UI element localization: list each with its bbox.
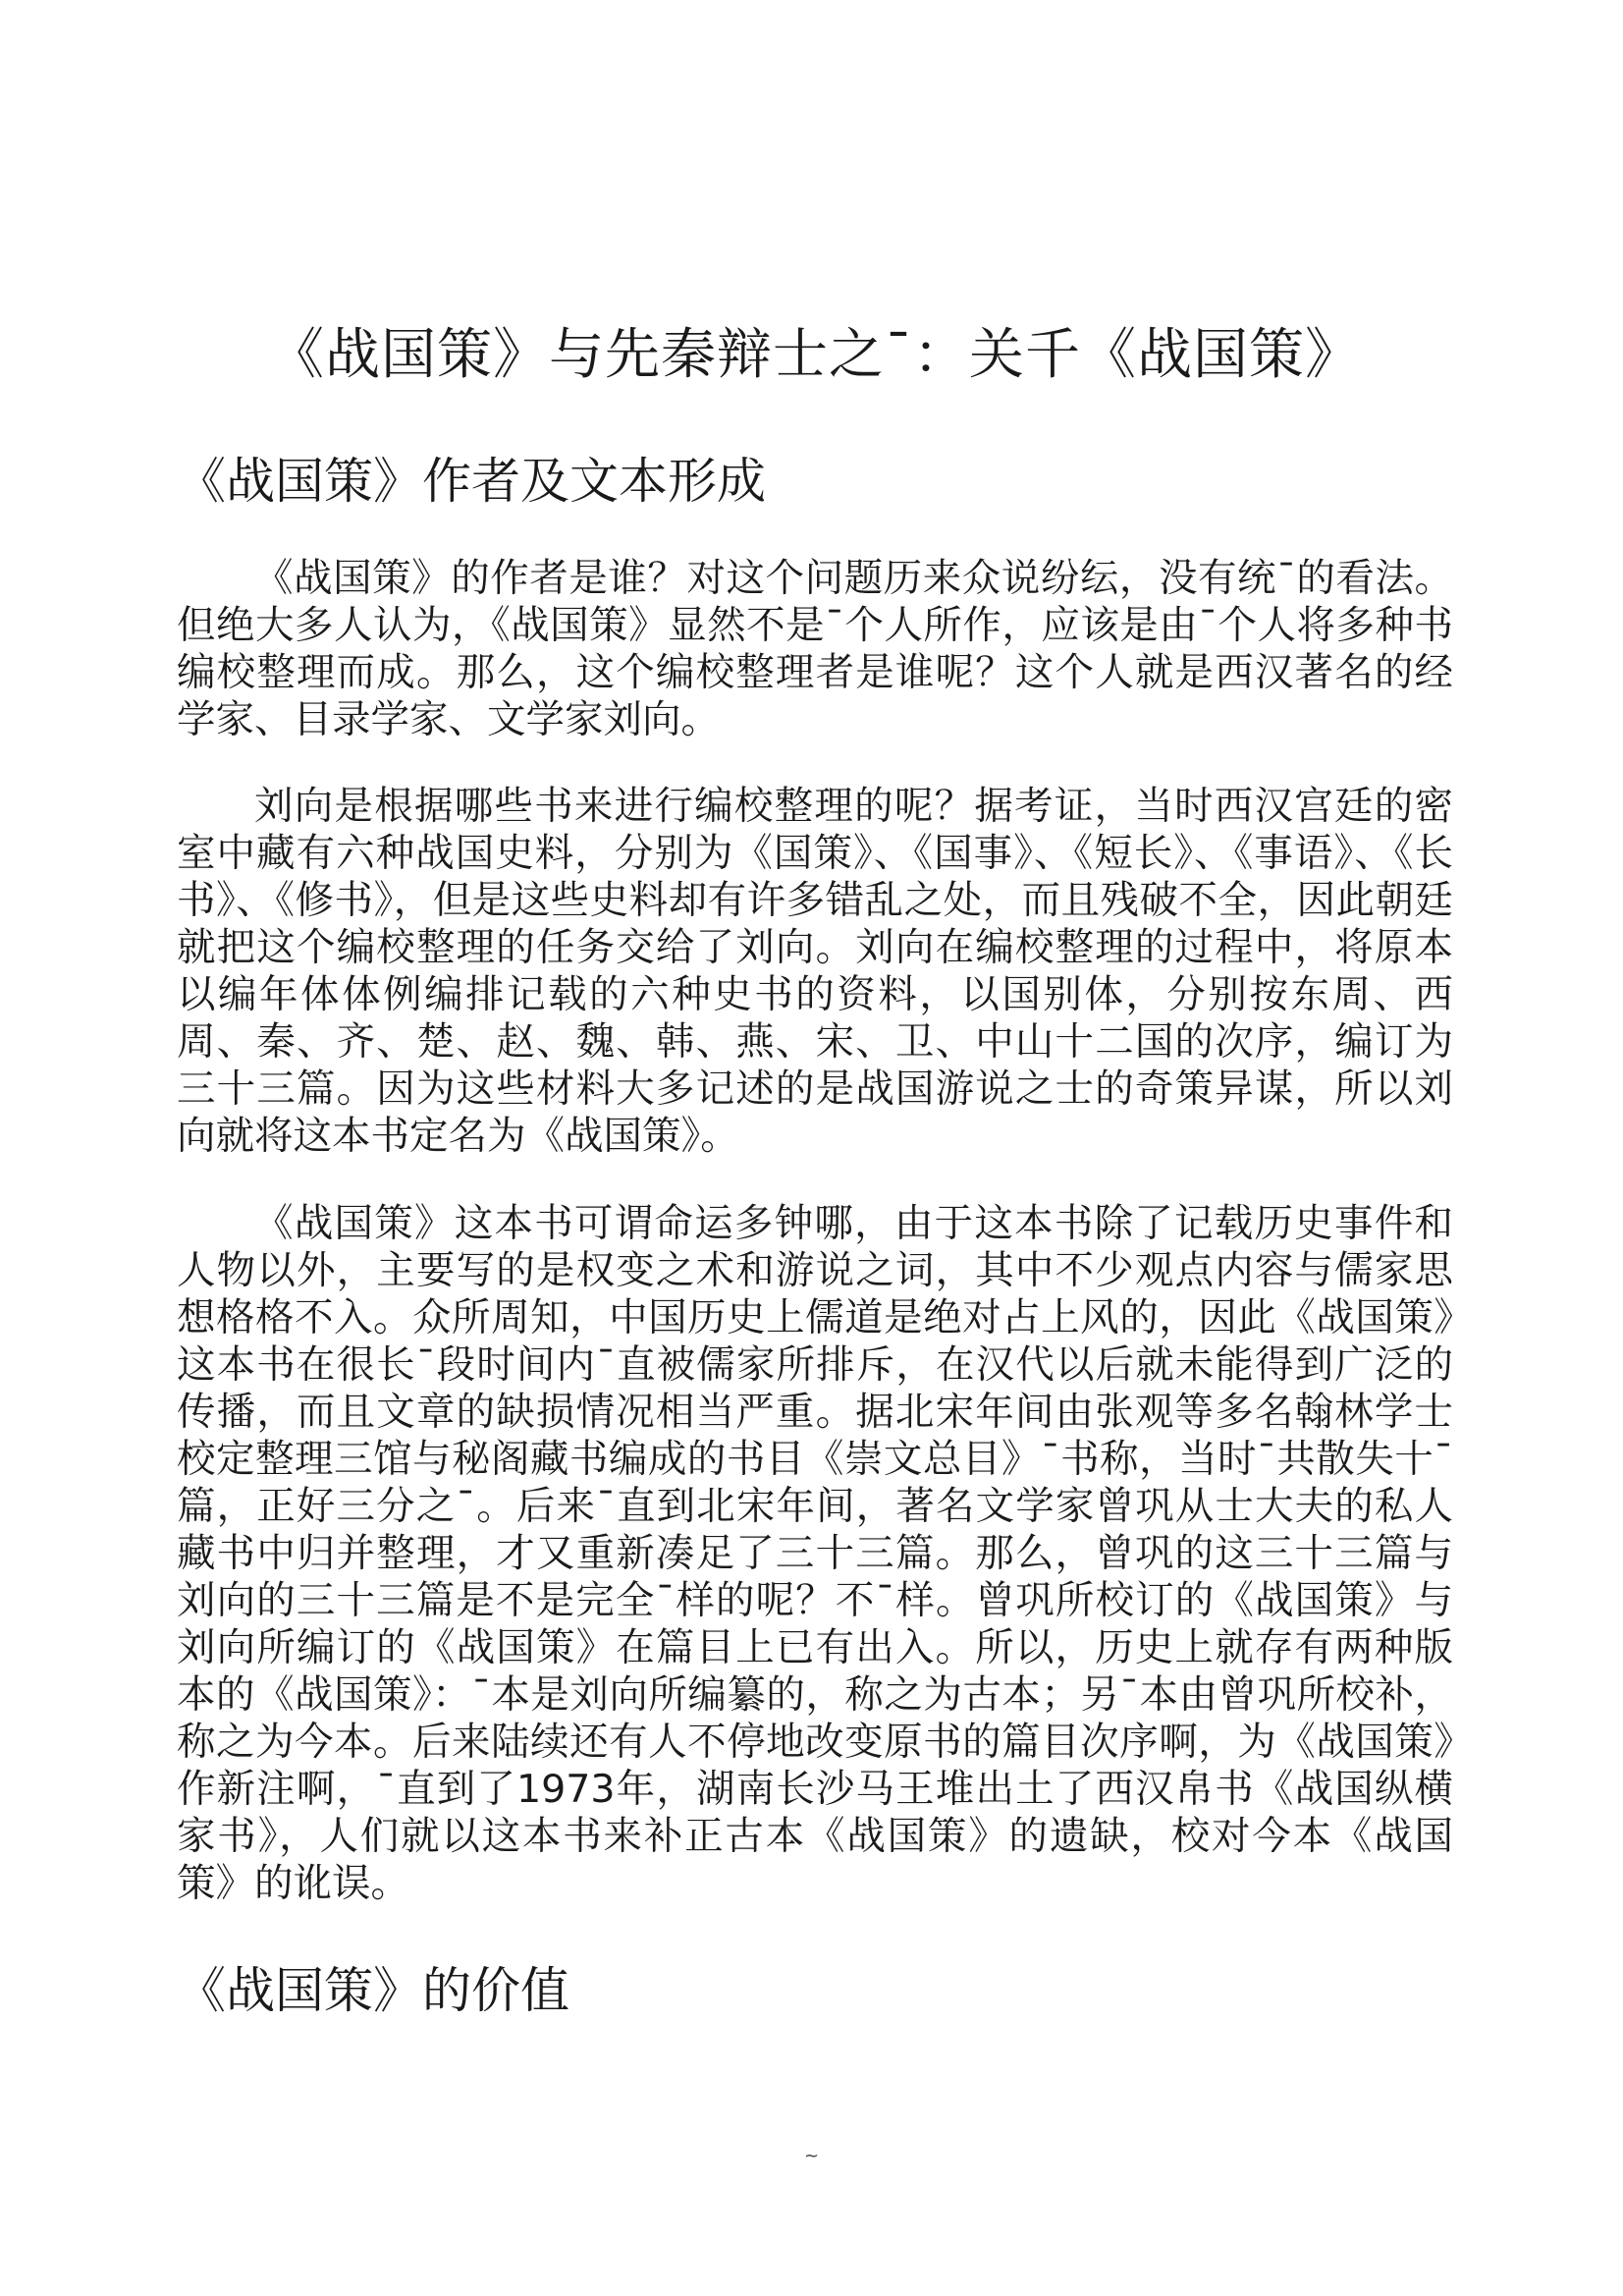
section-heading-authorship: 《战国策》作者及文本形成 [177,453,766,510]
page-title: 《战国策》与先秦辩士之¯：关千《战国策》 [269,323,1361,387]
section-heading-value: 《战国策》的价值 [177,1962,569,2019]
paragraph-liu-xiang-editing: 刘向是根据哪些书来进行编校整理的呢？据考证，当时西汉宫廷的密室中藏有六种战国史料，分别为《国策》、《国事》、《短长》、《事语》、《长书》、《修书》，但是这些史料却有许多错乱之处，而且残破不全，因此朝廷就把这个编校整理的任务交给了刘向。刘向在编校整理的过程中，将原本以编年体体例编排记载的六种史书的资料，以国别体，分别按东周、西周、秦、齐、楚、赵、魏、韩、燕、宋、卫、中山十二国的次序，编订为三十三篇。因为这些材料大多记述的是战国游说之士的奇策异谋，所以刘向就将这本书定名为《战国策》。 [177,784,1453,1159]
page-number: ~ [803,2146,820,2166]
paragraph-transmission-history: 《战国策》这本书可谓命运多钟哪，由于这本书除了记载历史事件和人物以外，主要写的是权变之术和游说之词，其中不少观点内容与儒家思想格格不入。众所周知，中国历史上儒道是绝对占上风的，因此《战国策》这本书在很长¯段时间内¯直被儒家所排斥，在汉代以后就未能得到广泛的传播，而且文章的缺损情况相当严重。据北宋年间由张观等多名翰林学士校定整理三馆与秘阁藏书编成的书目《崇文总目》¯书称，当时¯共散失十¯篇，正好三分之¯。后来¯直到北宋年间，著名文学家曾巩从士大夫的私人藏书中归并整理，才又重新凑足了三十三篇。那么，曾巩的这三十三篇与刘向的三十三篇是不是完全¯样的呢？不¯样。曾巩所校订的《战国策》与刘向所编订的《战国策》在篇目上已有出入。所以，历史上就存有两种版本的《战国策》：¯本是刘向所编纂的，称之为古本；另¯本由曾巩所校补，称之为今本。后来陆续还有人不停地改变原书的篇目次序啊，为《战国策》作新注啊，¯直到了1973年，湖南长沙马王堆出土了西汉帛书《战国纵横家书》，人们就以这本书来补正古本《战国策》的遗缺，校对今本《战国策》的讹误。 [177,1201,1453,1906]
paragraph-author-question: 《战国策》的作者是谁？对这个问题历来众说纷纭，没有统¯的看法。但绝大多人认为，《战国策》显然不是¯个人所作，应该是由¯个人将多种书编校整理而成。那么，这个编校整理者是谁呢？这个人就是西汉著名的经学家、目录学家、文学家刘向。 [177,556,1453,742]
